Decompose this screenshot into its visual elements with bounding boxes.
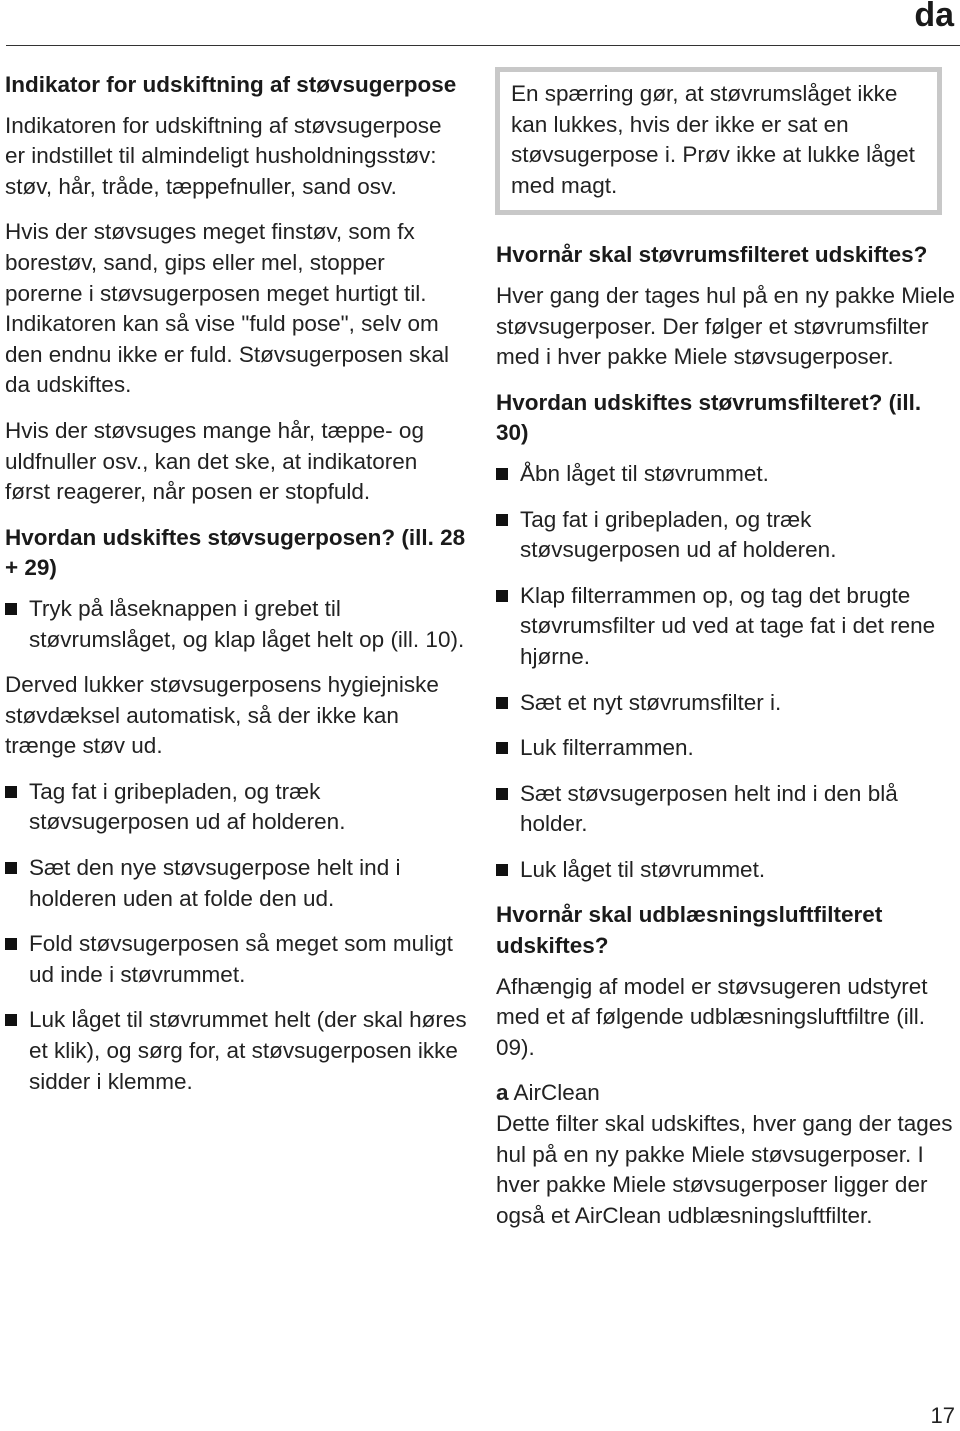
paragraph <box>496 1078 956 1109</box>
section-heading-filter-when: Hvornår skal støvrumsfilteret udskiftes? <box>496 242 928 268</box>
step-item <box>496 459 956 490</box>
page-number: 17 <box>930 1403 955 1428</box>
step-text: Luk låget til støvrummet. <box>520 856 766 882</box>
step-item <box>5 777 467 838</box>
bullet-square-icon <box>5 1014 17 1026</box>
bullet-square-icon <box>496 697 508 709</box>
step-text: Klap filterrammen op, og tag det brugte støvrumsfilter ud ved at tage fat i det rene hjørne. <box>520 582 936 669</box>
step-item <box>5 929 467 990</box>
step-text: Sæt den nye støvsugerpose helt ind i holderen uden at folde den ud. <box>29 855 401 911</box>
bullet-square-icon <box>5 603 17 615</box>
left-column <box>5 70 467 1112</box>
step-text: Tag fat i gribepladen, og træk støvsugerposen ud af holderen. <box>29 778 346 835</box>
step-item <box>496 581 956 673</box>
section-heading-replace-bag: Hvordan udskiftes støvsugerposen? (ill. 28 + 29) <box>5 524 466 581</box>
item-name: AirClean <box>513 1080 600 1106</box>
bullet-square-icon <box>496 590 508 602</box>
step-text: Luk filterrammen. <box>520 735 694 761</box>
notice-box <box>495 67 942 215</box>
step-item <box>5 594 467 655</box>
step-text: Fold støvsugerposen så meget som muligt ud inde i støvrummet. <box>29 931 453 987</box>
step-item <box>5 1005 467 1097</box>
right-column <box>496 70 956 1246</box>
step-item <box>496 688 956 719</box>
paragraph: Dette filter skal udskiftes, hver gang der tages hul på en ny pakke Miele støvsugerposer. I hver pakke Miele støvsugerposer ligger der også et AirClean udblæsningsluftfilter. <box>496 1111 953 1228</box>
bullet-square-icon <box>496 468 508 480</box>
paragraph: Hvis der støvsuges mange hår, tæppe- og uldfnuller osv., kan det ske, at indikatoren først reagerer, når posen er stopfuld. <box>5 417 424 505</box>
step-text: Tryk på låseknappen i grebet til støvrumslåget, og klap låget helt op (ill. 10). <box>29 595 465 652</box>
step-item <box>496 733 956 764</box>
paragraph: Hvis der støvsuges meget finstøv, som fx borestøv, sand, gips eller mel, stopper porerne i støvsugerposen meget hurtigt til. <box>5 219 427 306</box>
paragraph: Afhængig af model er støvsugeren udstyret med et af følgende udblæsningsluftfiltre (ill. 09). <box>496 973 928 1060</box>
step-item <box>496 505 956 566</box>
bullet-square-icon <box>496 514 508 526</box>
step-item <box>496 779 956 840</box>
step-text: Luk låget til støvrummet helt (der skal høres et klik), og sørg for, at støvsugerposen ikke sidder i klemme. <box>29 1007 467 1094</box>
language-tag: da <box>914 0 954 34</box>
bullet-square-icon <box>496 788 508 800</box>
bullet-square-icon <box>496 742 508 754</box>
step-text: Åbn låget til støvrummet. <box>520 460 769 486</box>
step-item <box>5 853 467 914</box>
bullet-square-icon <box>5 938 17 950</box>
paragraph: Indikatoren for udskiftning af støvsugerpose er indstillet til almindeligt husholdningsstøv: støv, hår, tråde, tæppefnuller, sand osv. <box>5 112 442 199</box>
step-text: Sæt støvsugerposen helt ind i den blå holder. <box>520 780 898 837</box>
step-text: Tag fat i gribepladen, og træk støvsugerposen ud af holderen. <box>520 506 837 563</box>
paragraph: Indikatoren kan så vise "fuld pose", selv om den endnu ikke er fuld. Støvsugerposen skal da udskiftes. <box>5 311 450 398</box>
item-letter: a <box>496 1080 509 1106</box>
bullet-square-icon <box>496 864 508 876</box>
header-rule <box>6 45 960 46</box>
step-item <box>496 855 956 886</box>
bullet-square-icon <box>5 786 17 798</box>
paragraph: Hver gang der tages hul på en ny pakke Miele støvsugerposer. Der følger et støvrumsfilter med i hver pakke Miele støvsugerposer. <box>496 282 956 370</box>
step-text: Sæt et nyt støvrumsfilter i. <box>520 689 782 715</box>
section-heading-exhaust-filter: Hvornår skal udblæsningsluftfilteret udskiftes? <box>496 902 883 959</box>
section-heading-filter-how: Hvordan udskiftes støvrumsfilteret? (ill. 30) <box>496 389 922 446</box>
bullet-square-icon <box>5 862 17 874</box>
notice-text: En spærring gør, at støvrumslåget ikke kan lukkes, hvis der ikke er sat en støvsugerpose i. Prøv ikke at lukke låget med magt. <box>511 81 915 198</box>
section-heading-bag-indicator: Indikator for udskiftning af støvsugerpose <box>5 72 457 97</box>
paragraph: Derved lukker støvsugerposens hygiejniske støvdæksel automatisk, så der ikke kan trænge støv ud. <box>5 672 439 759</box>
